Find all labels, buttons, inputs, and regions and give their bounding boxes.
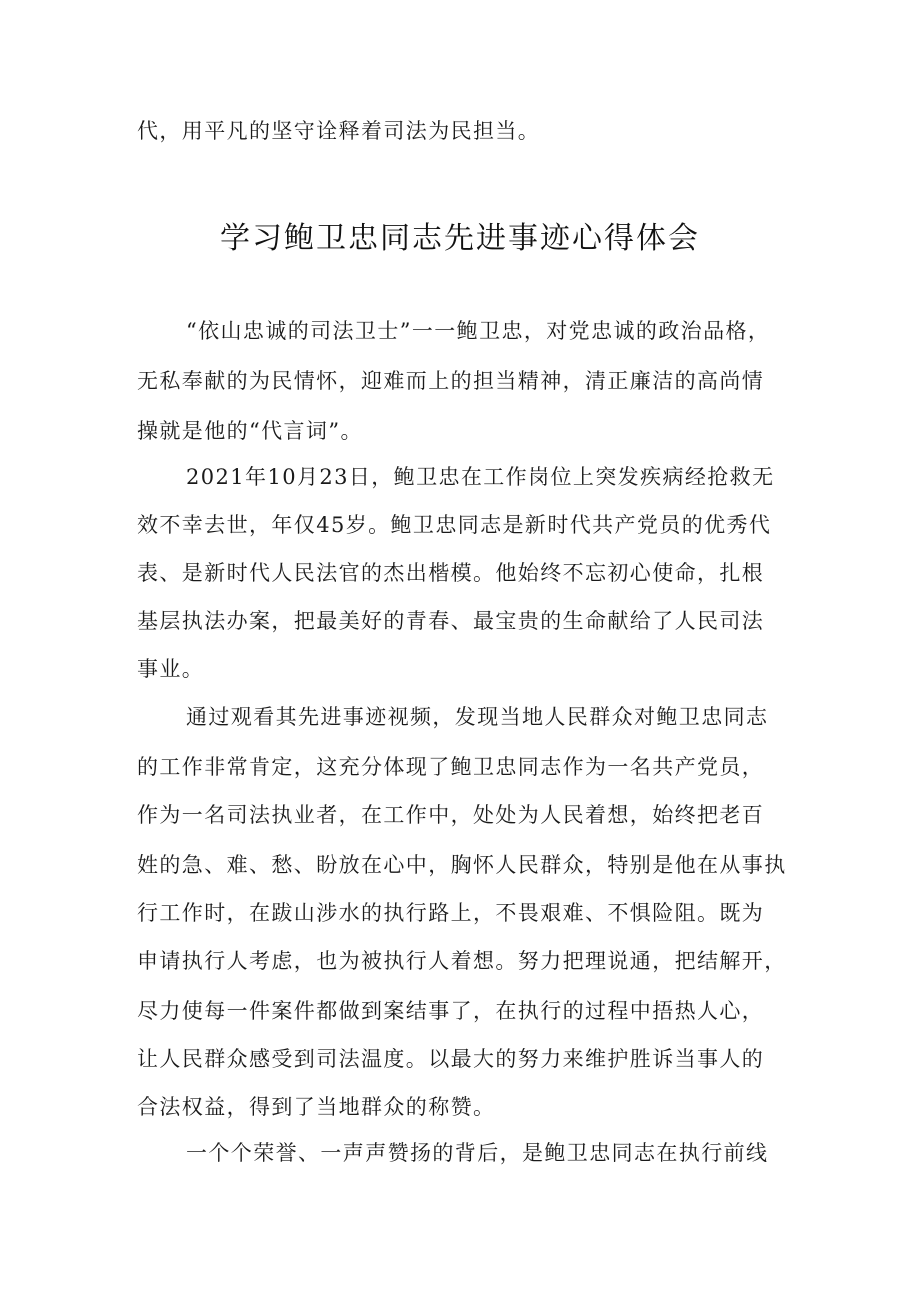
- paragraph-line: 基层执法办案，把最美好的青春、最宝贵的生命献给了人民司法: [137, 609, 765, 633]
- paragraph-line: 申请执行人考虑，也为被执行人着想。努力把理说通，把结解开，: [137, 949, 787, 973]
- paragraph-line: 通过观看其先进事迹视频，发现当地人民群众对鲍卫忠同志: [186, 705, 769, 729]
- page-title: 学习鲍卫忠同志先进事迹心得体会: [220, 221, 700, 256]
- paragraph-line: “依山忠诚的司法卫士”一一鲍卫忠，对党忠诚的政治品格，: [186, 319, 771, 343]
- paragraph-line: 作为一名司法执业者，在工作中，处处为人民着想，始终把老百: [137, 803, 765, 827]
- paragraph-line: 行工作时，在跋山涉水的执行路上，不畏艰难、不惧险阻。既为: [137, 901, 765, 925]
- lead-line: 代，用平凡的坚守诠释着司法为民担当。: [137, 119, 541, 143]
- paragraph-line: 效不幸去世，年仅45岁。鲍卫忠同志是新时代共产党员的优秀代: [137, 513, 772, 537]
- paragraph-line: 尽力使每一件案件都做到案结事了，在执行的过程中捂热人心，: [137, 999, 765, 1023]
- paragraph-line: 的工作非常肯定，这充分体现了鲍卫忠同志作为一名共产党员，: [137, 755, 765, 779]
- paragraph-line: 姓的急、难、愁、盼放在心中，胸怀人民群众，特别是他在从事执: [137, 853, 787, 877]
- paragraph-line: 表、是新时代人民法官的杰出楷模。他始终不忘初心使命，扎根: [137, 561, 765, 585]
- paragraph-line: 一个个荣誉、一声声赞扬的背后，是鲍卫忠同志在执行前线: [186, 1141, 769, 1165]
- paragraph-line: 无私奉献的为民情怀，迎难而上的担当精神，清正廉洁的高尚情: [137, 369, 765, 393]
- paragraph-line: 合法权益，得到了当地群众的称赞。: [137, 1095, 496, 1119]
- paragraph-line: 让人民群众感受到司法温度。以最大的努力来维护胜诉当事人的: [137, 1047, 765, 1071]
- paragraph-line: 事业。: [137, 657, 205, 681]
- paragraph-line: 2021年10月23日，鲍卫忠在工作岗位上突发疾病经抢救无: [186, 465, 775, 489]
- paragraph-line: 操就是他的“代言词”。: [137, 419, 363, 443]
